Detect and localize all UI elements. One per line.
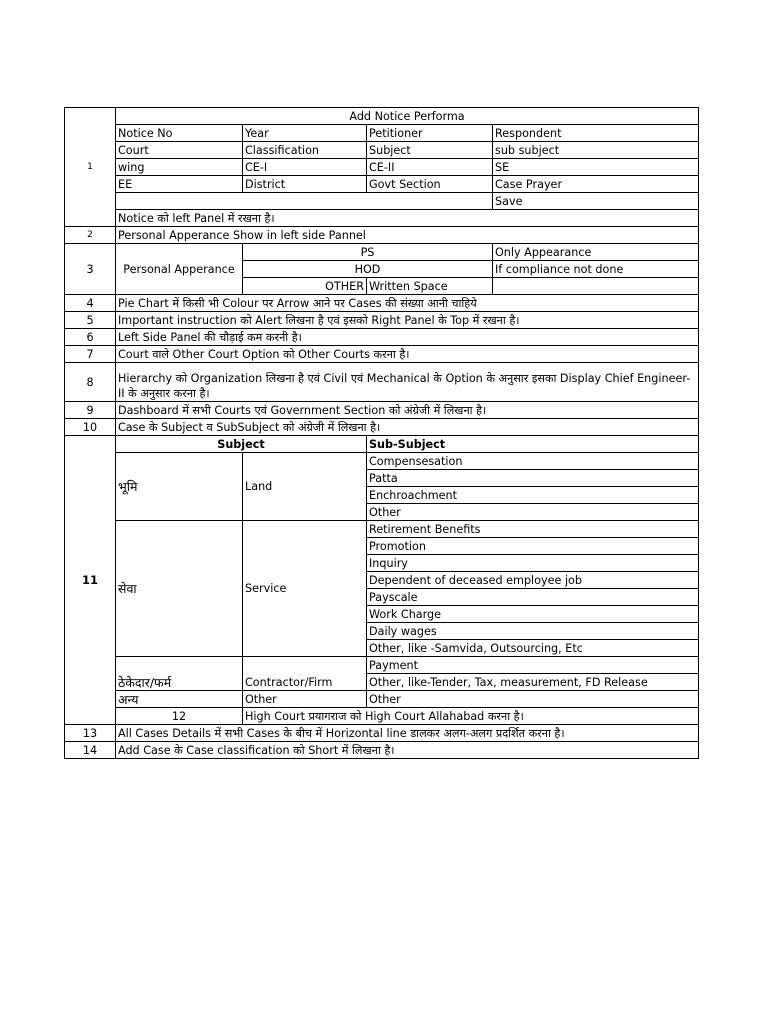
- performa-cell: Case Prayer: [493, 176, 699, 193]
- performa-grid-row: [65, 125, 699, 142]
- performa-cell: wing: [116, 159, 243, 176]
- row-1-title: [65, 108, 699, 125]
- requirements-table: [64, 107, 699, 759]
- sub-subject-item: Enchroachment: [367, 487, 699, 504]
- row-11-header: [65, 436, 699, 453]
- row-number: 5: [65, 312, 116, 329]
- row-text: Important instruction को Alert लिखना है एवं इसको Right Panel के Top में रखना है।: [116, 312, 699, 329]
- row-5: [65, 312, 699, 329]
- if-compliance-cell: If compliance not done: [493, 261, 699, 278]
- subject-english: Contractor/Firm: [243, 657, 367, 691]
- sub-subject-item: Other: [367, 504, 699, 521]
- row-text: Case के Subject व SubSubject को अंग्रेजी में लिखना है।: [116, 419, 699, 436]
- performa-note: Notice को left Panel में रखना है।: [116, 210, 699, 227]
- row-6: [65, 329, 699, 346]
- performa-cell: Notice No: [116, 125, 243, 142]
- row-4: [65, 295, 699, 312]
- performa-note-row: [65, 210, 699, 227]
- row-text: Dashboard में सभी Courts एवं Government Section को अंग्रेजी में लिखना है।: [116, 402, 699, 419]
- row-number: 8: [65, 363, 116, 402]
- sub-subject-item: Compensesation: [367, 453, 699, 470]
- empty-cell: [116, 193, 493, 210]
- contractor-row: [65, 657, 699, 674]
- row-14: [65, 742, 699, 759]
- subject-english: Land: [243, 453, 367, 521]
- ps-cell: PS: [243, 244, 493, 261]
- subject-header: Subject: [116, 436, 367, 453]
- performa-cell: Subject: [367, 142, 493, 159]
- performa-cell: Petitioner: [367, 125, 493, 142]
- sub-subject-item: Work Charge: [367, 606, 699, 623]
- row-number: 7: [65, 346, 116, 363]
- performa-grid-row: [65, 142, 699, 159]
- sub-subject-item: Payscale: [367, 589, 699, 606]
- row-text: High Court प्रयागराज को High Court Allahabad करना है।: [243, 708, 699, 725]
- service-row: [65, 521, 699, 538]
- subject-english: Service: [243, 521, 367, 657]
- performa-cell: Classification: [243, 142, 367, 159]
- row-13: [65, 725, 699, 742]
- row-7: [65, 346, 699, 363]
- row-9: [65, 402, 699, 419]
- sub-subject-item: Inquiry: [367, 555, 699, 572]
- row-text: Pie Chart में किसी भी Colour पर Arrow आने पर Cases की संख्या आनी चाहिये: [116, 295, 699, 312]
- performa-cell: SE: [493, 159, 699, 176]
- row-number: 12: [116, 708, 243, 725]
- row-number: 14: [65, 742, 116, 759]
- performa-cell: Govt Section: [367, 176, 493, 193]
- other-cell: OTHER: [243, 278, 367, 295]
- row-number: 3: [65, 244, 116, 295]
- sub-subject-item: Other: [367, 691, 699, 708]
- sub-subject-item: Retirement Benefits: [367, 521, 699, 538]
- row-number: 11: [65, 436, 116, 725]
- performa-cell: Year: [243, 125, 367, 142]
- row-text: Left Side Panel की चौड़ाई कम करनी है।: [116, 329, 699, 346]
- row-text: All Cases Details में सभी Cases के बीच में Horizontal line डालकर अलग-अलग प्रदर्शित करना है।: [116, 725, 699, 742]
- row-number: 10: [65, 419, 116, 436]
- performa-cell: CE-I: [243, 159, 367, 176]
- row-text: Personal Apperance Show in left side Pannel: [116, 227, 699, 244]
- row-number: 1: [65, 108, 116, 227]
- row-number: 2: [65, 227, 116, 244]
- empty-cell: [493, 278, 699, 295]
- save-cell: Save: [493, 193, 699, 210]
- sub-subject-item: Promotion: [367, 538, 699, 555]
- row-text: Add Case के Case classification को Short में लिखना है।: [116, 742, 699, 759]
- row-text: Court वाले Other Court Option को Other Courts करना है।: [116, 346, 699, 363]
- subject-english: Other: [243, 691, 367, 708]
- performa-save-row: [65, 193, 699, 210]
- written-space-cell: Written Space: [367, 278, 493, 295]
- notice-requirements-sheet: [64, 107, 698, 759]
- row-number: 9: [65, 402, 116, 419]
- row-8: [65, 363, 699, 402]
- performa-cell: CE-II: [367, 159, 493, 176]
- subject-hindi: भूमि: [116, 453, 243, 521]
- hod-cell: HOD: [243, 261, 493, 278]
- performa-cell: Respondent: [493, 125, 699, 142]
- sub-subject-item: Patta: [367, 470, 699, 487]
- row-3a: [65, 244, 699, 261]
- performa-cell: sub subject: [493, 142, 699, 159]
- only-appearance-cell: Only Appearance: [493, 244, 699, 261]
- row-number: 6: [65, 329, 116, 346]
- sub-subject-item: Other, like -Samvida, Outsourcing, Etc: [367, 640, 699, 657]
- row-2: [65, 227, 699, 244]
- sub-subject-item: Dependent of deceased employee job: [367, 572, 699, 589]
- row-12: [65, 708, 699, 725]
- performa-cell: Court: [116, 142, 243, 159]
- sub-subject-item: Daily wages: [367, 623, 699, 640]
- other-row: [65, 691, 699, 708]
- performa-grid-row: [65, 159, 699, 176]
- performa-cell: EE: [116, 176, 243, 193]
- row-10: [65, 419, 699, 436]
- subject-hindi: ठेकेदार/फर्म: [116, 657, 243, 691]
- row-number: 4: [65, 295, 116, 312]
- performa-title: Add Notice Performa: [116, 108, 699, 125]
- row-text: Hierarchy को Organization लिखना है एवं Civil एवं Mechanical के Option के अनुसार इसका Display Chief Engineer-II के अनुसार करना है।: [116, 363, 699, 402]
- sub-subject-header: Sub-Subject: [367, 436, 699, 453]
- personal-apperance-label: Personal Apperance: [116, 244, 243, 295]
- row-number: 13: [65, 725, 116, 742]
- performa-grid-row: [65, 176, 699, 193]
- subject-hindi: अन्य: [116, 691, 243, 708]
- sub-subject-item: Other, like-Tender, Tax, measurement, FD Release: [367, 674, 699, 691]
- performa-cell: District: [243, 176, 367, 193]
- sub-subject-item: Payment: [367, 657, 699, 674]
- land-row: [65, 453, 699, 470]
- subject-hindi: सेवा: [116, 521, 243, 657]
